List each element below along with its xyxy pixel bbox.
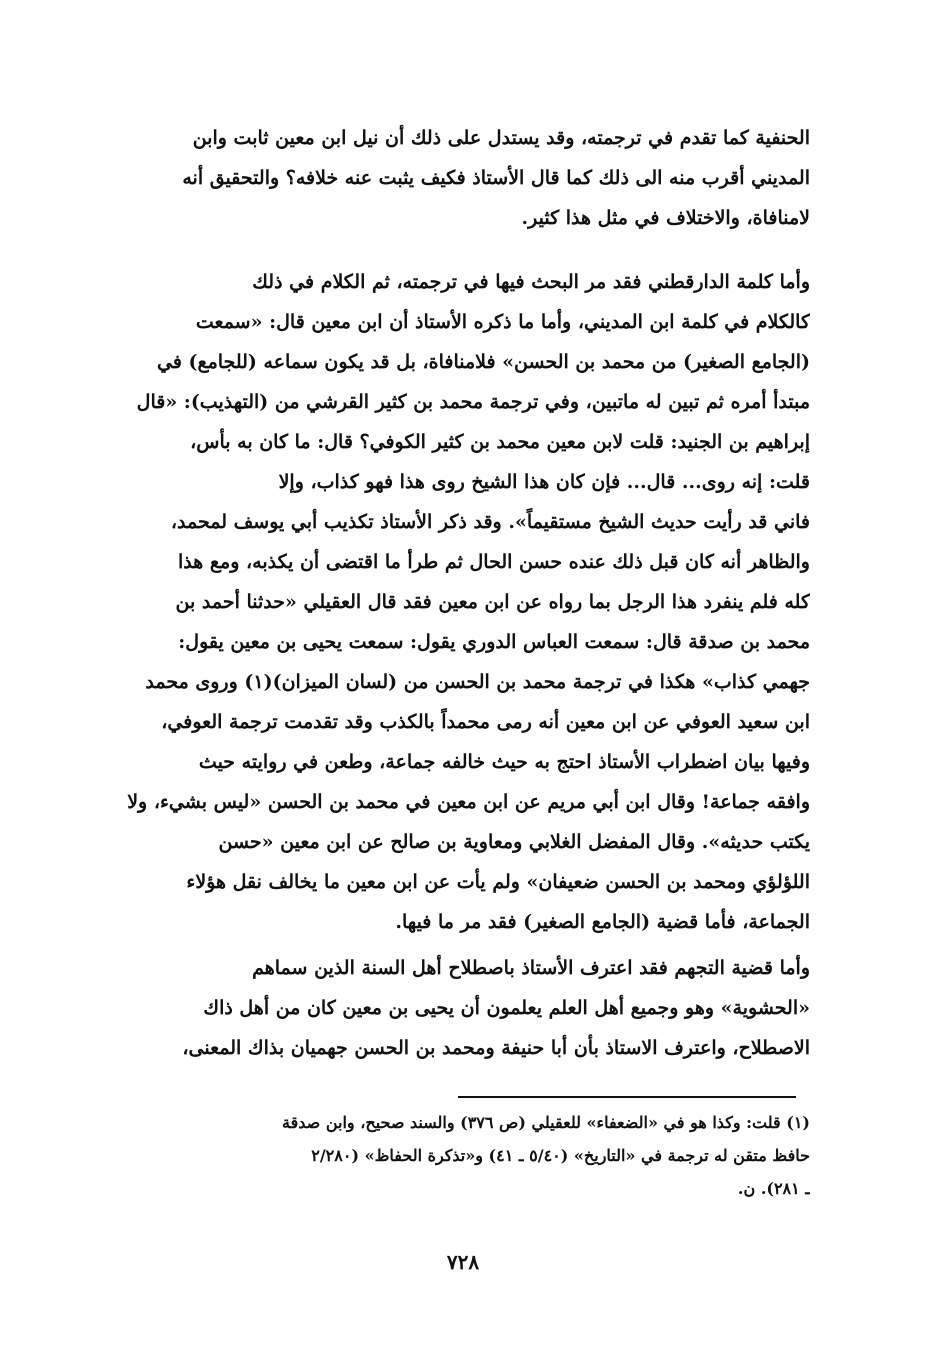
text-line: لامنافاة، والاختلاف في مثل هذا كثير. bbox=[521, 207, 810, 229]
paragraph-3 bbox=[80, 948, 810, 1068]
text-line: كله فلم ينفرد هذا الرجل بما رواه عن ابن معين فقد قال العقيلي «حدثنا أحمد بن bbox=[175, 591, 810, 613]
text-line: وأما قضية التجهم فقد اعترف الأستاذ باصطلاح أهل السنة الذين سماهم bbox=[252, 957, 810, 979]
footnote bbox=[80, 1106, 810, 1205]
footnote-separator bbox=[458, 1096, 796, 1098]
text-line: والظاهر أنه كان قبل ذلك عنده حسن الحال ثم طرأ ما اقتضى أن يكذبه، ومع هذا bbox=[178, 551, 810, 573]
text-line: وأما كلمة الدارقطني فقد مر البحث فيها في ترجمته، ثم الكلام في ذلك bbox=[252, 271, 810, 293]
footnote-line: (١) قلت: وكذا هو في «الضعفاء» للعقيلي (ص ٣٧٦) والسند صحيح، وابن صدقة bbox=[282, 1113, 810, 1132]
text-line: «الحشوية» وهو وجميع أهل العلم يعلمون أن يحيى بن معين كان من أهل ذاك bbox=[203, 997, 810, 1019]
text-line: إبراهيم بن الجنيد: قلت لابن معين محمد بن كثير الكوفي؟ قال: ما كان به بأس، bbox=[190, 431, 810, 453]
paragraph-2 bbox=[80, 262, 810, 942]
paragraph-1 bbox=[80, 118, 810, 238]
text-line: المديني أقرب منه الى ذلك كما قال الأستاذ فكيف يثبت عنه خلافه؟ والتحقيق أنه bbox=[182, 167, 810, 189]
text-line: اللؤلؤي ومحمد بن الحسن ضعيفان» ولم يأت عن ابن معين ما يخالف نقل هؤلاء bbox=[186, 871, 810, 893]
text-line: وفيها بيان اضطراب الأستاذ احتج به حيث خالفه جماعة، وطعن في روايته حيث bbox=[198, 751, 810, 773]
text-line: (الجامع الصغير) من محمد بن الحسن» فلامنافاة، بل قد يكون سماعه (للجامع) في bbox=[156, 351, 810, 373]
footnote-line: ـ ٢٨١). ن. bbox=[737, 1179, 810, 1198]
page-number: ٧٢٨ bbox=[446, 1250, 480, 1274]
text-line: جهمي كذاب» هكذا في ترجمة محمد بن الحسن من (لسان الميزان)(١) وروى محمد bbox=[145, 671, 810, 693]
text-line: محمد بن صدقة قال: سمعت العباس الدوري يقول: سمعت يحيى بن معين يقول: bbox=[178, 631, 810, 653]
text-line: الاصطلاح، واعترف الاستاذ بأن أبا حنيفة ومحمد بن الحسن جهميان بذاك المعنى، bbox=[182, 1037, 810, 1059]
footnote-line: حافظ متقن له ترجمة في «التاريخ» (٥/٤٠ ـ ٤١) و«تذكرة الحفاظ» (٢/٢٨٠ bbox=[311, 1146, 810, 1165]
text-line: الجماعة، فأما قضية (الجامع الصغير) فقد مر ما فيها. bbox=[395, 911, 810, 933]
text-line: وافقه جماعة! وقال ابن أبي مريم عن ابن معين في محمد بن الحسن «ليس بشيء، ولا bbox=[127, 791, 810, 813]
text-line: قلت: إنه روى... قال... فإن كان هذا الشيخ روى هذا فهو كذاب، وإلا bbox=[278, 471, 810, 493]
text-line: فاني قد رأيت حديث الشيخ مستقيماً». وقد ذكر الأستاذ تكذيب أبي يوسف لمحمد، bbox=[170, 511, 810, 533]
text-line: ابن سعيد العوفي عن ابن معين أنه رمى محمداً بالكذب وقد تقدمت ترجمة العوفي، bbox=[161, 711, 810, 733]
text-line: مبتدأ أمره ثم تبين له ماتبين، وفي ترجمة محمد بن كثير القرشي من (التهذيب): «قال bbox=[136, 391, 810, 413]
text-line: كالكلام في كلمة ابن المديني، وأما ما ذكره الأستاذ أن ابن معين قال: «سمعت bbox=[195, 311, 810, 333]
text-line: الحنفية كما تقدم في ترجمته، وقد يستدل على ذلك أن نيل ابن معين ثابت وابن bbox=[192, 127, 810, 149]
text-line: يكتب حديثه». وقال المفضل الغلابي ومعاوية بن صالح عن ابن معين «حسن bbox=[218, 831, 810, 853]
